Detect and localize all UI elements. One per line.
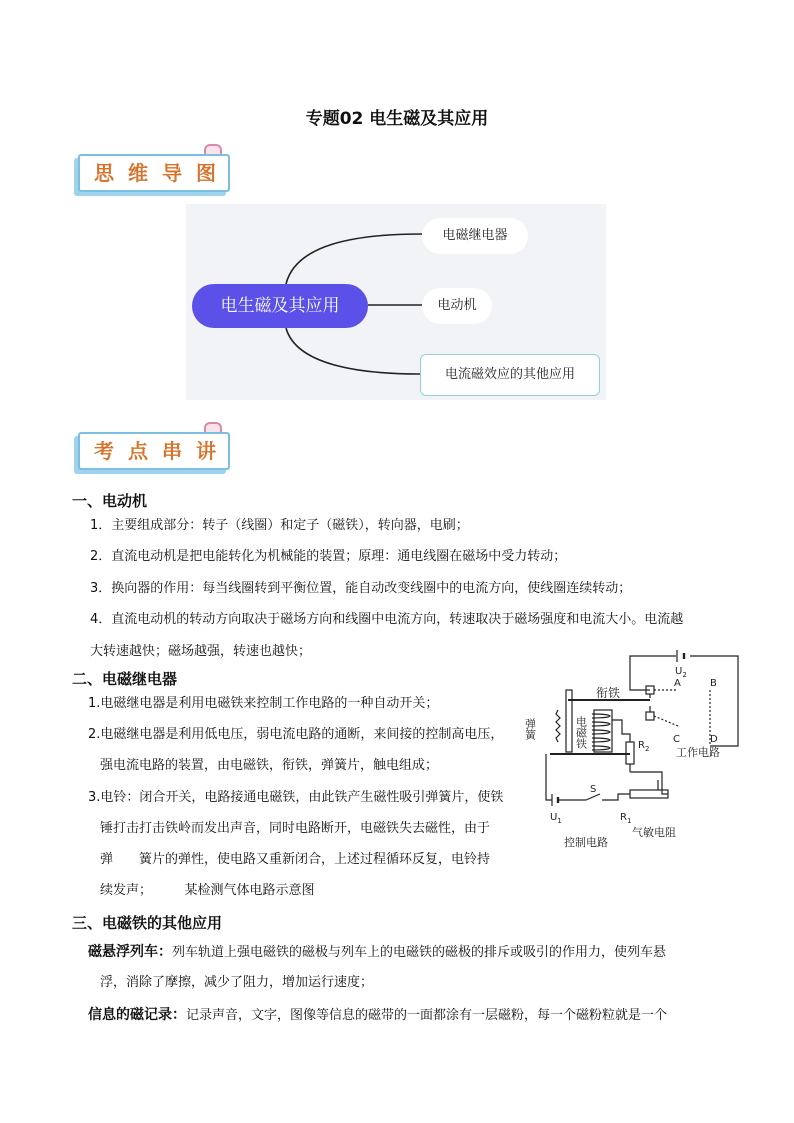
- motor-item-1: 1．主要组成部分：转子（线圈）和定子（磁铁），转向器，电刷；: [90, 518, 469, 533]
- magnetic-record-label: 信息的磁记录：: [88, 1007, 186, 1023]
- relay-line-3: 强电流电路的装置，由电磁铁，衔铁，弹簧片，触电组成；: [100, 758, 439, 773]
- working-circuit-label: 工作电路: [676, 746, 720, 759]
- relay-line-6: 弹 簧片的弹性，使电路又重新闭合，上述过程循环反复，电铃持: [100, 852, 491, 867]
- gas-resistor-label: 气敏电阻: [632, 826, 676, 839]
- terminal-d: D: [710, 734, 718, 745]
- magnetic-record-paragraph: [88, 1006, 738, 1025]
- motor-item-4: 4．直流电动机的转动方向取决于磁场方向和线圈中电流方向，转速取决于磁场强度和电流大小。电流越: [90, 612, 684, 627]
- relay-line-7: 续发声； 某检测气体电路示意图: [100, 883, 315, 898]
- terminal-b: B: [710, 678, 717, 689]
- mind-map-node-relay: 电磁继电器: [422, 218, 528, 254]
- maglev-text-cont: 浮，消除了摩擦，减少了阻力，增加运行速度；: [100, 975, 374, 990]
- terminal-c: C: [673, 734, 680, 745]
- page-title: 专题02 电生磁及其应用: [305, 109, 489, 129]
- motor-item-4-cont: 大转速越快；磁场越强，转速也越快；: [90, 644, 312, 659]
- relay-line-5: 锤打击打击铁岭而发出声音，同时电路断开，电磁铁失去磁性，由于: [100, 821, 491, 836]
- control-circuit-label: 控制电路: [564, 836, 608, 849]
- relay-line-1: 1.电磁继电器是利用电磁铁来控制工作电路的一种自动开关；: [88, 696, 439, 711]
- mind-map: [186, 204, 606, 400]
- magnetic-record-text: 记录声音，文字，图像等信息的磁带的一面都涂有一层磁粉，每一个磁粉粒就是一个: [186, 1008, 668, 1023]
- maglev-paragraph: [88, 943, 738, 962]
- mind-map-center-node: 电生磁及其应用: [192, 284, 368, 328]
- key-points-banner-label: 考点串讲: [94, 439, 230, 463]
- section-motor-heading: 一、电动机: [72, 492, 148, 510]
- section-other-uses-heading: 三、电磁铁的其他应用: [72, 914, 223, 932]
- r2-label: $R_2$: [638, 740, 650, 753]
- terminal-a: A: [674, 678, 681, 689]
- electromagnet-label: 电磁铁: [574, 716, 588, 749]
- motor-item-3: 3．换向器的作用：每当线圈转到平衡位置，能自动改变线圈中的电流方向，使线圈连续转动；: [90, 581, 632, 596]
- motor-item-2: 2．直流电动机是把电能转化为机械能的装置；原理：通电线圈在磁场中受力转动；: [90, 549, 567, 564]
- gas-detection-circuit-diagram: [523, 650, 743, 850]
- mind-map-banner: [72, 150, 232, 194]
- u2-label: $U_2$: [675, 666, 687, 679]
- mind-map-banner-label: 思维导图: [94, 161, 230, 185]
- maglev-label: 磁悬浮列车：: [88, 944, 172, 960]
- key-points-banner: [72, 428, 232, 472]
- spring-label: 弹簧: [523, 718, 537, 740]
- armature-label: 衔铁: [596, 686, 621, 700]
- relay-line-4: 3.电铃：闭合开关，电路接通电磁铁，由此铁产生磁性吸引弹簧片，使铁: [88, 790, 504, 805]
- u1-label: $U_1$: [550, 812, 562, 825]
- switch-label: S: [590, 784, 597, 795]
- maglev-text: 列车轨道上强电磁铁的磁极与列车上的电磁铁的磁极的排斥或吸引的作用力，使列车悬: [172, 945, 667, 960]
- r1-label: $R_1$: [620, 812, 632, 825]
- section-relay-heading: 二、电磁继电器: [72, 670, 178, 688]
- mind-map-node-motor: 电动机: [422, 288, 492, 324]
- relay-line-2: 2.电磁继电器是利用低电压，弱电流电路的通断，来间接的控制高电压，: [88, 727, 504, 742]
- mind-map-node-other-uses: 电流磁效应的其他应用: [420, 354, 600, 396]
